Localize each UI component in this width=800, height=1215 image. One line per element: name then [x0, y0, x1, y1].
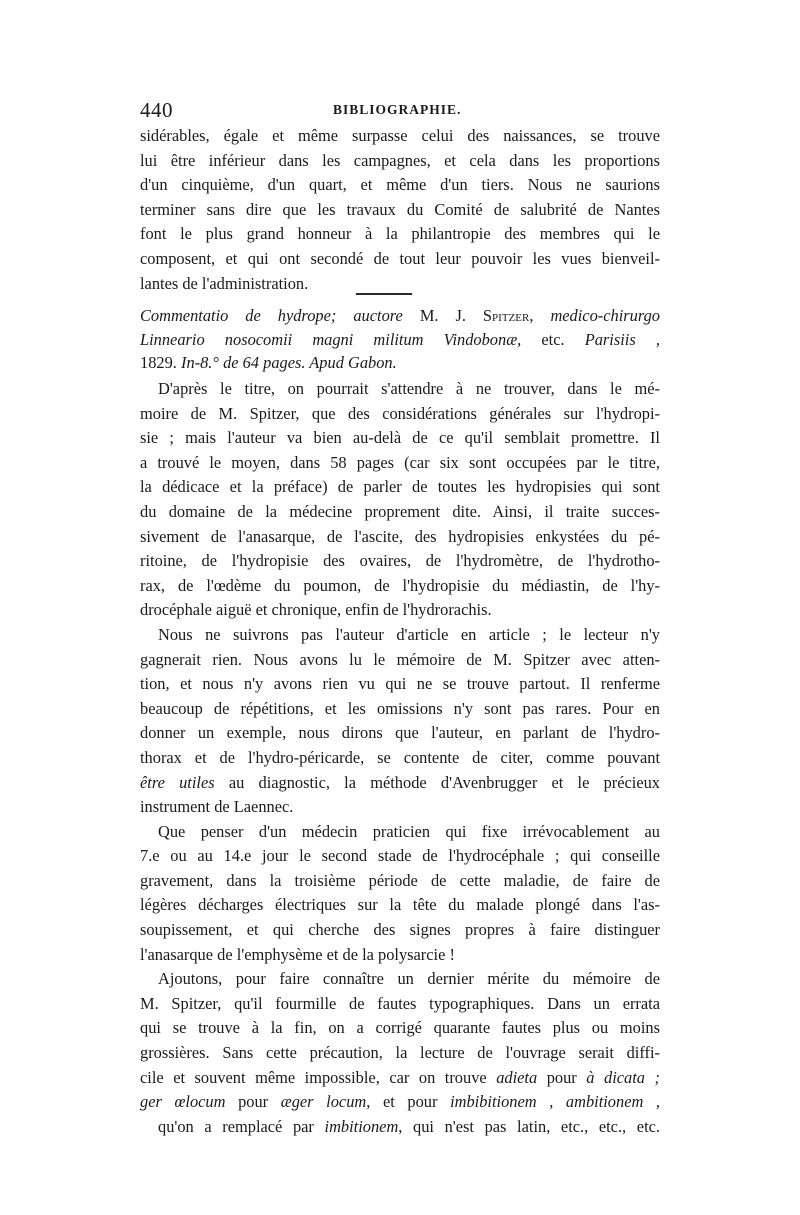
- text-line: thorax et de l'hydro-péricarde, se contente de citer, comme pouvant: [140, 747, 660, 767]
- text-line: gravement, dans la troisième période de cette maladie, de faire de: [140, 870, 660, 890]
- citation-city: Parisiis ,: [584, 329, 660, 349]
- italic-word: imbibitionem: [450, 1092, 537, 1112]
- text-line: [140, 1066, 660, 1091]
- text-line: moire de M. Spitzer, que des considérations générales sur l'hydropi-: [140, 403, 660, 423]
- text-line: Ajoutons, pour faire connaître un dernier mérite du mémoire de: [158, 969, 660, 989]
- text-line: sidérables, égale et même surpasse celui des naissances, se trouve: [140, 126, 660, 145]
- text-line: légères décharges électriques sur la tête du malade plongé dans l'as-: [140, 895, 660, 915]
- text-line: la dédicace et la préface) de parler de toutes les hydropisies qui sont: [140, 477, 660, 497]
- citation-author: M. J. Spitzer,: [419, 306, 534, 325]
- text-line: D'après le titre, on pourrait s'attendre à ne trouver, dans le mé-: [158, 379, 660, 398]
- text-fragment: , et pour: [366, 1092, 451, 1112]
- text-fragment: pour: [537, 1067, 587, 1087]
- text-line: [140, 1115, 660, 1140]
- text-line: soupissement, et qui cherche des signes propres à faire distinguer: [140, 920, 660, 940]
- text-line: d'un cinquième, d'un quart, et même d'un tiers. Nous ne saurions: [140, 175, 660, 195]
- italic-word: imbitionem: [324, 1116, 399, 1136]
- italic-word: à dicata ;: [586, 1067, 660, 1087]
- text-line: rax, de l'œdème du poumon, de l'hydropisie du médiastin, de l'hy-: [140, 575, 660, 595]
- text-line: qui se trouve à la fin, on a corrigé quarante fautes plus ou moins: [140, 1018, 660, 1038]
- text-line: terminer sans dire que les travaux du Comité de salubrité de Nantes: [140, 199, 660, 219]
- italic-word: adieta: [496, 1067, 538, 1087]
- text-fragment: pour: [225, 1092, 281, 1112]
- text-fragment: ,: [536, 1092, 566, 1112]
- citation-pages: de 64 pages.: [223, 353, 306, 372]
- text-line: Que penser d'un médecin praticien qui fixe irrévocablement au: [158, 821, 660, 841]
- running-head: BIBLIOGRAPHIE.: [333, 102, 462, 117]
- text-line: composent, et qui ont secondé de tout leur pouvoir les vues bienveil-: [140, 248, 660, 268]
- citation-author-role: medico-chirurgo: [550, 306, 660, 325]
- italic-word: ambitionem ,: [565, 1092, 661, 1112]
- citation-place: Vindobonæ,: [443, 329, 522, 349]
- text-line: l'anasarque de l'emphysème et de la polysarcie !: [140, 944, 455, 964]
- text-line: gagnerait rien. Nous avons lu le mémoire de M. Spitzer avec atten-: [140, 649, 660, 669]
- text-line: font le plus grand honneur à la philantropie des membres qui le: [140, 224, 660, 244]
- continued-paragraph: [140, 124, 660, 296]
- text-line: lui être inférieur dans les campagnes, et cela dans les proportions: [140, 150, 660, 170]
- text-line: lantes de l'administration.: [140, 273, 309, 293]
- text-line: a trouvé le moyen, dans 58 pages (car six sont occupées par le titre,: [140, 452, 660, 472]
- citation-line: [140, 304, 660, 328]
- citation-publisher: Apud Gabon.: [309, 353, 397, 372]
- section-divider: [356, 293, 412, 295]
- italic-phrase: être utiles: [140, 772, 215, 792]
- text-line: donner un exemple, nous dirons que l'auteur, en parlant de l'hydro-: [140, 723, 660, 743]
- text-line: sie ; mais l'auteur va bien au-delà de ce qu'il semblait promettre. Il: [140, 428, 660, 448]
- citation-format: In-8.°: [181, 353, 219, 372]
- book-citation: [140, 304, 660, 375]
- book-title: Commentatio de hydrope;: [140, 306, 337, 325]
- text-line: 7.e ou au 14.e jour le second stade de l'hydrocéphale ; qui conseille: [140, 846, 660, 866]
- text-line: Nous ne suivrons pas l'auteur d'article en article ; le lecteur n'y: [158, 624, 660, 644]
- text-line: du domaine de la médecine proprement dite. Ainsi, il traite succes-: [140, 501, 660, 521]
- citation-line: [140, 351, 660, 375]
- text-line: [140, 1090, 660, 1115]
- italic-word: ger œlocum: [140, 1092, 226, 1112]
- page-header: [140, 98, 660, 124]
- text-line: [140, 771, 660, 796]
- text-fragment: cile et souvent même impossible, car on trouve: [140, 1067, 497, 1087]
- text-line: tion, et nous n'y avons rien vu qui ne se trouve partout. Il renferme: [140, 674, 660, 694]
- page-number: 440: [140, 98, 173, 122]
- text-line: M. Spitzer, qu'il fourmille de fautes typographiques. Dans un errata: [140, 993, 660, 1013]
- text-line: grossières. Sans cette précaution, la lecture de l'ouvrage serait diffi-: [140, 1043, 660, 1063]
- text-line: beaucoup de répétitions, et les omissions n'y sont pas rares. Pour en: [140, 698, 660, 718]
- italic-word: æger locum: [280, 1092, 367, 1112]
- citation-etc: etc.: [541, 329, 565, 349]
- citation-institution: Linneario nosocomii magni militum: [140, 329, 424, 349]
- text-fragment: au diagnostic, la méthode d'Avenbrugger et le précieux: [214, 772, 661, 792]
- text-line: sivement de l'anasarque, de l'ascite, des hydropisies enkystées du pé-: [140, 526, 660, 546]
- citation-auctore: auctore: [353, 306, 403, 325]
- citation-line: [140, 328, 660, 352]
- text-fragment: , qui n'est pas latin, etc., etc., etc.: [398, 1116, 660, 1136]
- text-line: instrument de Laennec.: [140, 797, 294, 817]
- text-fragment: qu'on a remplacé par: [158, 1116, 325, 1136]
- text-line: ritoine, de l'hydropisie des ovaires, de l'hydromètre, de l'hydrotho-: [140, 551, 660, 571]
- text-line: drocéphale aiguë et chronique, enfin de l'hydrorachis.: [140, 600, 492, 620]
- review-body: [140, 377, 660, 1139]
- citation-year: 1829.: [140, 353, 177, 372]
